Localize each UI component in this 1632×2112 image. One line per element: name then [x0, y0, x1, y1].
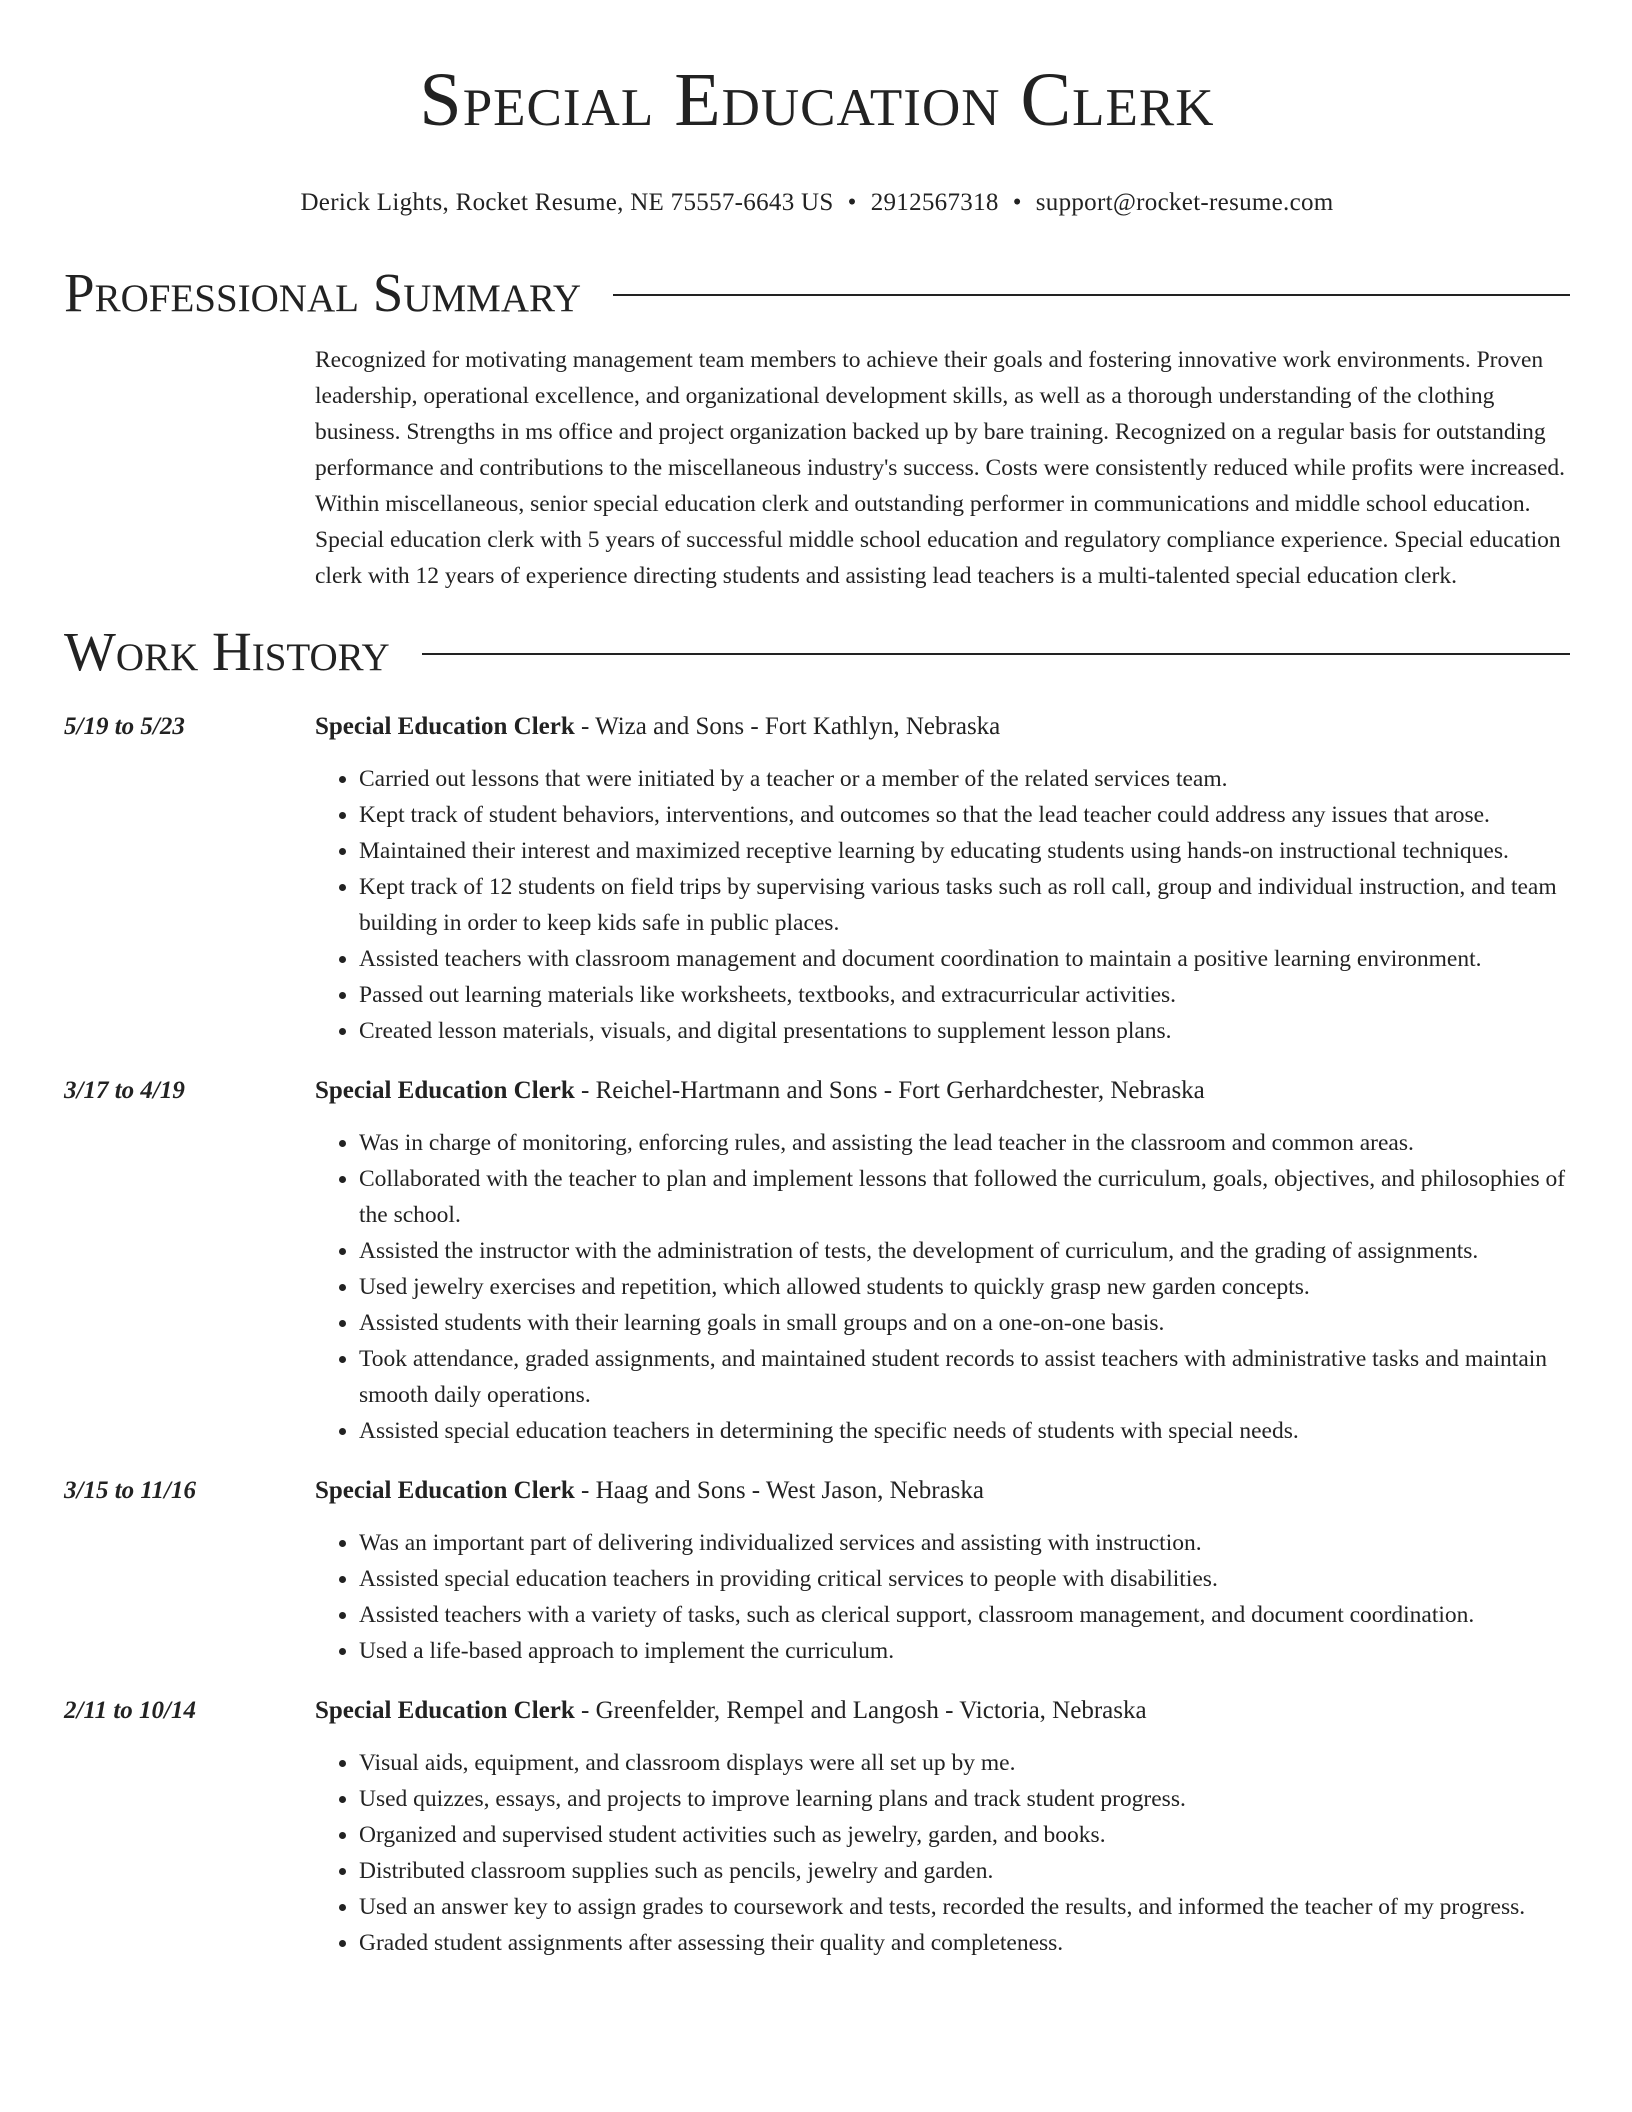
job-dates: 3/15 to 11/16 [64, 1476, 196, 1504]
job-bullet: • Assisted special education teachers in determining the specific needs of students with special needs. [359, 1413, 1570, 1449]
summary-text: Recognized for motivating management team members to achieve their goals and fostering innovative work environments. Proven leadership, operational excellence, and organizational development skills, as well as a thorough understanding of the clothing business. Strengths in ms office and project organization backed up by bare training. Recognized on a regular basis for outstanding performance and contributions to the miscellaneous industry's success. Costs were consistently reduced while profits were increased. Within miscellaneous, senior special education clerk and outstanding performer in communications and middle school education. Special education clerk with 5 years of successful middle school education and regulatory compliance experience. Special education clerk with 12 years of experience directing students and assisting lead teachers is a multi-talented special education clerk. [315, 346, 1566, 589]
job-bullet: • Used quizzes, essays, and projects to improve learning plans and track student progress. [359, 1781, 1570, 1817]
job-entry [64, 1073, 1570, 1449]
page-title: Special Education Clerk [419, 58, 1215, 142]
contact-phone: 2912567318 [870, 188, 999, 216]
job-bullet: • Graded student assignments after assessing their quality and completeness. [359, 1925, 1570, 1961]
job-role: Special Education Clerk [315, 1476, 575, 1504]
job-employer-location: - Haag and Sons - West Jason, Nebraska [574, 1476, 984, 1504]
job-bullet: • Assisted the instructor with the administration of tests, the development of curriculum, and the grading of assignments. [359, 1233, 1570, 1269]
job-bullet: • Organized and supervised student activities such as jewelry, garden, and books. [359, 1817, 1570, 1853]
job-bullet: • Used jewelry exercises and repetition, which allowed students to quickly grasp new garden concepts. [359, 1269, 1570, 1305]
contact-separator: • [847, 188, 857, 216]
job-heading [315, 1693, 1570, 1729]
contact-line [64, 189, 1570, 217]
job-dates: 2/11 to 10/14 [64, 1696, 196, 1724]
contact-email[interactable]: support@rocket-resume.com [1035, 188, 1334, 216]
job-bullet: • Was an important part of delivering individualized services and assisting with instruction. [359, 1525, 1570, 1561]
job-role: Special Education Clerk [315, 1696, 575, 1724]
job-bullet: • Used an answer key to assign grades to coursework and tests, recorded the results, and informed the teacher of my progress. [359, 1889, 1570, 1925]
job-heading [315, 709, 1570, 745]
job-body [315, 1473, 1570, 1669]
job-role: Special Education Clerk [315, 1076, 575, 1104]
work-history-list [64, 709, 1570, 1961]
job-bullet: • Used a life-based approach to implement the curriculum. [359, 1633, 1570, 1669]
job-bullet: • Kept track of 12 students on field trips by supervising various tasks such as roll call, group and individual instruction, and team building in order to keep kids safe in public places. [359, 869, 1570, 941]
work-history-section-header [64, 620, 1570, 682]
job-bullet-list [315, 761, 1570, 1049]
job-bullet: • Assisted students with their learning goals in small groups and on a one-on-one basis. [359, 1305, 1570, 1341]
job-entry [64, 1473, 1570, 1669]
job-employer-location: - Wiza and Sons - Fort Kathlyn, Nebraska [574, 712, 1001, 740]
job-entry [64, 1693, 1570, 1961]
job-bullet: • Maintained their interest and maximized receptive learning by educating students using hands-on instructional techniques. [359, 833, 1570, 869]
job-bullet-list [315, 1745, 1570, 1961]
job-bullet-list [315, 1525, 1570, 1669]
job-bullet: • Assisted teachers with classroom management and document coordination to maintain a positive learning environment. [359, 941, 1570, 977]
job-heading [315, 1073, 1570, 1109]
job-bullet-list [315, 1125, 1570, 1449]
job-bullet: • Distributed classroom supplies such as pencils, jewelry and garden. [359, 1853, 1570, 1889]
job-employer-location: - Reichel-Hartmann and Sons - Fort Gerhardchester, Nebraska [574, 1076, 1205, 1104]
job-body [315, 1073, 1570, 1449]
job-bullet: • Assisted special education teachers in providing critical services to people with disabilities. [359, 1561, 1570, 1597]
section-divider [422, 653, 1570, 655]
summary-section-header [64, 261, 1570, 323]
job-body [315, 709, 1570, 1049]
job-bullet: • Assisted teachers with a variety of tasks, such as clerical support, classroom management, and document coordination. [359, 1597, 1570, 1633]
job-dates: 3/17 to 4/19 [64, 1076, 185, 1104]
job-bullet: • Collaborated with the teacher to plan and implement lessons that followed the curriculum, goals, objectives, and philosophies of the school. [359, 1161, 1570, 1233]
job-employer-location: - Greenfelder, Rempel and Langosh - Victoria, Nebraska [574, 1696, 1147, 1724]
job-bullet: • Passed out learning materials like worksheets, textbooks, and extracurricular activities. [359, 977, 1570, 1013]
job-bullet: • Kept track of student behaviors, interventions, and outcomes so that the lead teacher could address any issues that arose. [359, 797, 1570, 833]
section-divider [613, 294, 1570, 296]
section-title-summary: Professional Summary [64, 261, 582, 323]
job-bullet: • Carried out lessons that were initiated by a teacher or a member of the related services team. [359, 761, 1570, 797]
job-heading [315, 1473, 1570, 1509]
section-title-work-history: Work History [64, 620, 390, 682]
resume-page [64, 0, 1570, 1961]
job-bullet: • Created lesson materials, visuals, and digital presentations to supplement lesson plans. [359, 1013, 1570, 1049]
job-bullet: • Was in charge of monitoring, enforcing rules, and assisting the lead teacher in the classroom and common areas. [359, 1125, 1570, 1161]
contact-separator: • [1012, 188, 1022, 216]
job-entry [64, 709, 1570, 1049]
job-body [315, 1693, 1570, 1961]
job-bullet: • Took attendance, graded assignments, and maintained student records to assist teachers with administrative tasks and maintain smooth daily operations. [359, 1341, 1570, 1413]
job-role: Special Education Clerk [315, 712, 575, 740]
job-dates: 5/19 to 5/23 [64, 712, 185, 740]
contact-address: Derick Lights, Rocket Resume, NE 75557-6643 US [300, 188, 834, 216]
job-bullet: • Visual aids, equipment, and classroom displays were all set up by me. [359, 1745, 1570, 1781]
